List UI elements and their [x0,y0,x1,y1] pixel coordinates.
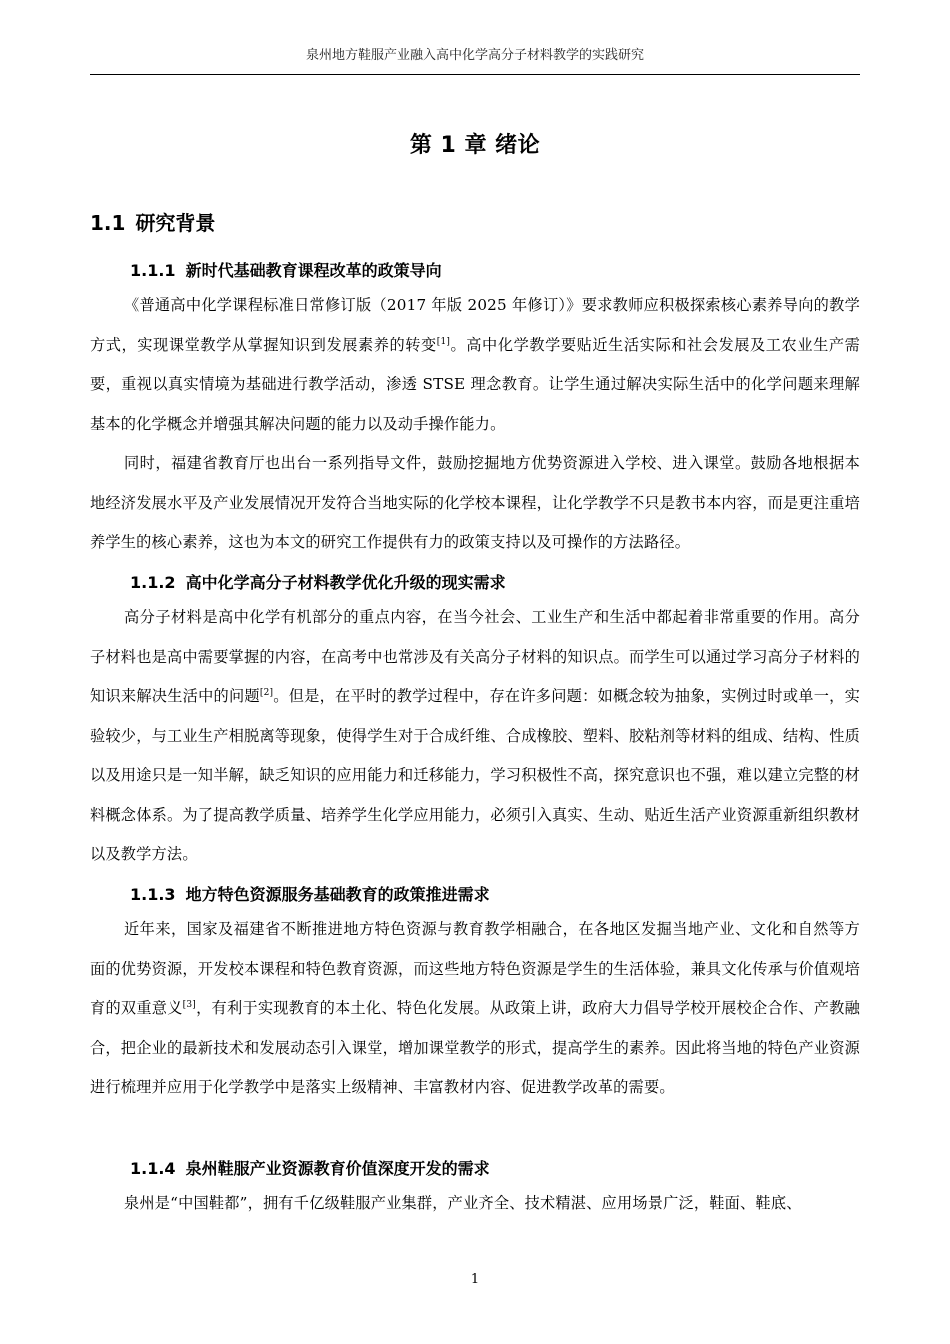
chapter-title: 第 1 章 绪论 [409,133,541,158]
running-header: 泉州地方鞋服产业融入高中化学高分子材料教学的实践研究 [305,48,644,63]
subsection-heading-1-1-3 [130,882,490,905]
paragraph-text: 近年来，国家及福建省不断推进地方特色资源与教育教学相融合，在各地区发掘当地产业、文化和自然等方面的优势资源，开发校本课程和特色教育资源，而这些地方特色资源是学生的生活体验，兼具文化传承与价值观培育的双重意义 [90,920,860,1017]
citation-marker: [1] [436,336,451,347]
section-title: 研究背景 [135,211,216,235]
section-heading-1-1 [90,207,215,236]
paragraph-text: 泉州是“中国鞋都”，拥有千亿级鞋服产业集群，产业齐全、技术精湛、应用场景广泛，鞋面、鞋底、 [124,1194,802,1212]
subsection-number: 1.1.2 [130,573,176,592]
citation-marker: [3] [182,999,197,1010]
paragraph-text: 。但是，在平时的教学过程中，存在许多问题：如概念较为抽象，实例过时或单一，实验较少，与工业生产相脱离等现象，使得学生对于合成纤维、合成橡胶、塑料、胶粘剂等材料的组成、结构、性质以及用途只是一知半解，缺乏知识的应用能力和迁移能力，学习积极性不高，探究意识也不强，难以建立完整的材料概念体系。为了提高教学质量、培养学生化学应用能力，必须引入真实、生动、贴近生活产业资源重新组织教材以及教学方法。 [90,687,860,863]
body-paragraph [90,598,860,875]
paragraph-text: 高分子材料是高中化学有机部分的重点内容，在当今社会、工业生产和生活中都起着非常重要的作用。高分子材料也是高中需要掌握的内容，在高考中也常涉及有关高分子材料的知识点。而学生可以通过学习高分子材料的知识来解决生活中的问题 [90,608,860,705]
section-number: 1.1 [90,211,126,235]
subsection-title: 泉州鞋服产业资源教育价值深度开发的需求 [185,1159,490,1178]
subsection-heading-1-1-4 [130,1156,490,1179]
subsection-number: 1.1.1 [130,261,176,280]
body-paragraph [90,910,860,1108]
subsection-title: 新时代基础教育课程改革的政策导向 [185,261,442,280]
page-number: 1 [470,1272,480,1287]
header-rule [90,74,860,75]
body-paragraph [90,286,860,444]
body-paragraph [90,1184,860,1224]
paragraph-text: 同时，福建省教育厅也出台一系列指导文件，鼓励挖掘地方优势资源进入学校、进入课堂。鼓励各地根据本地经济发展水平及产业发展情况开发符合当地实际的化学校本课程，让化学教学不只是教书本内容，而是更注重培养学生的核心素养，这也为本文的研究工作提供有力的政策支持以及可操作的方法路径。 [90,454,860,551]
paragraph-text: ，有利于实现教育的本土化、特色化发展。从政策上讲，政府大力倡导学校开展校企合作、产教融合，把企业的最新技术和发展动态引入课堂，增加课堂教学的形式，提高学生的素养。因此将当地的特色产业资源进行梳理并应用于化学教学中是落实上级精神、丰富教材内容、促进教学改革的需要。 [90,999,860,1096]
paragraph-text: 《普通高中化学课程标准日常修订版（2017 年版 2025 年修订）》要求教师应积极探索核心素养导向的教学方式，实现课堂教学从掌握知识到发展素养的转变 [90,296,860,354]
subsection-number: 1.1.4 [130,1159,176,1178]
subsection-title: 高中化学高分子材料教学优化升级的现实需求 [185,573,506,592]
body-paragraph [90,444,860,563]
subsection-title: 地方特色资源服务基础教育的政策推进需求 [185,885,490,904]
citation-marker: [2] [259,687,274,698]
paragraph-text: 。高中化学教学要贴近生活实际和社会发展及工农业生产需要，重视以真实情境为基础进行教学活动，渗透 STSE 理念教育。让学生通过解决实际生活中的化学问题来理解基本的化学概念并增强其解决问题的能力以及动手操作能力。 [90,335,860,433]
subsection-heading-1-1-1 [130,258,442,281]
subsection-number: 1.1.3 [130,885,176,904]
subsection-heading-1-1-2 [130,570,506,593]
